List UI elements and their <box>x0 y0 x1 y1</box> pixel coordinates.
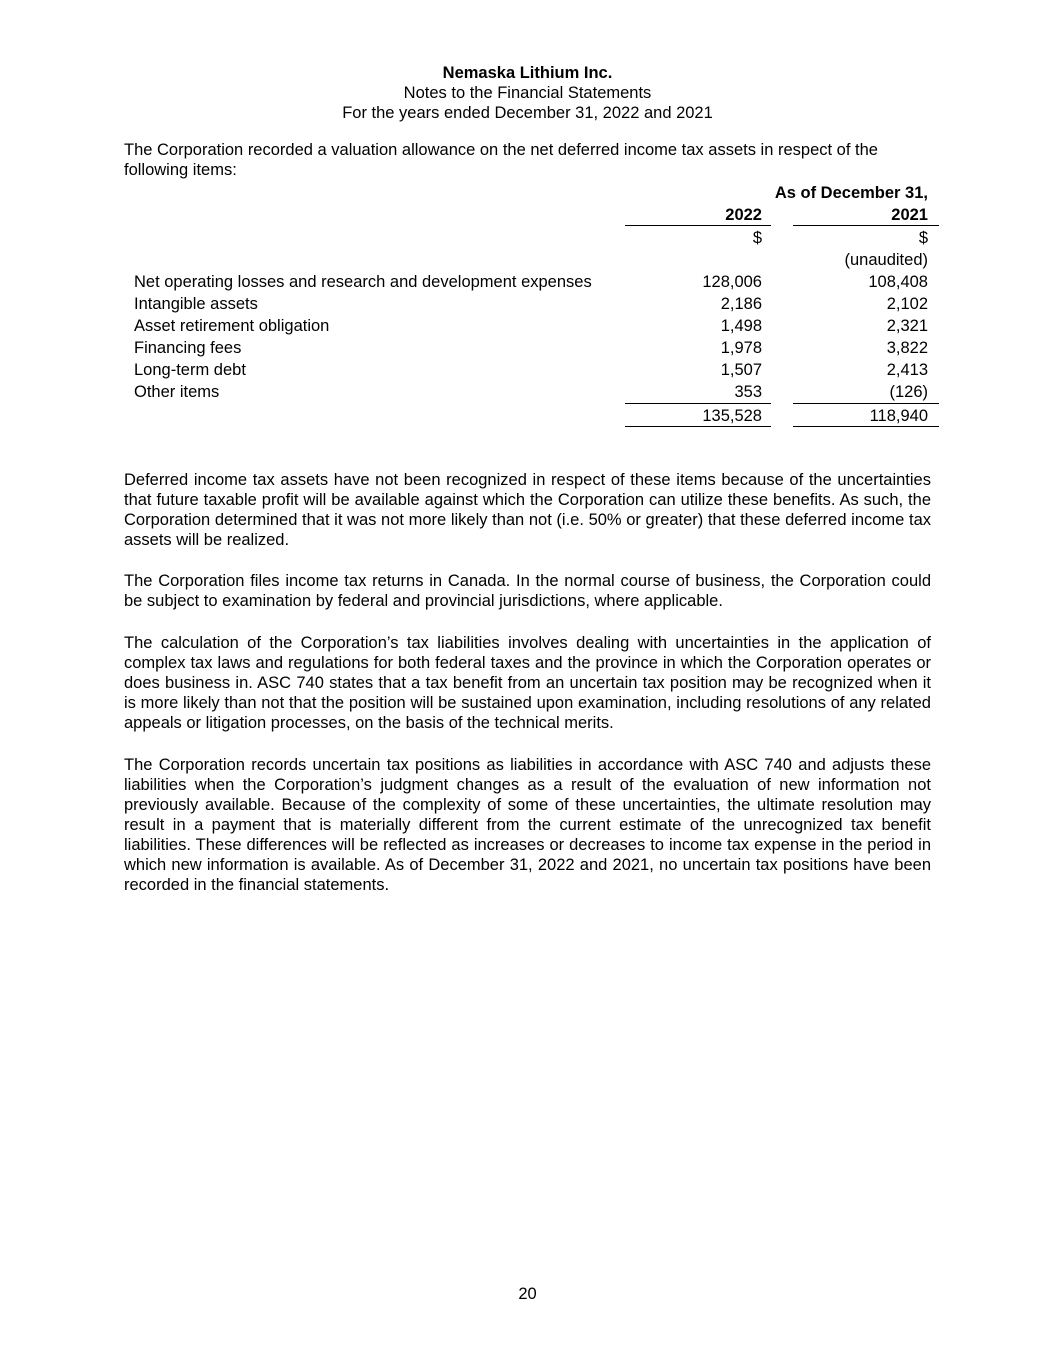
row-value-2022: 128,006 <box>702 273 762 291</box>
row-value-2022: 2,186 <box>720 295 762 313</box>
row-value-2022: 1,507 <box>720 361 762 379</box>
subtotal-rule-2021 <box>793 403 939 404</box>
row-value-2021: 2,321 <box>886 317 928 335</box>
row-value-2022: 1,978 <box>720 339 762 357</box>
row-value-2021: 108,408 <box>868 273 928 291</box>
paragraph-tax-returns: The Corporation files income tax returns in Canada. In the normal course of business, the Corporation could be subject to examination by federal and provincial jurisdictions, where applicable. <box>124 572 931 610</box>
row-label: Financing fees <box>134 339 242 357</box>
total-2021: 118,940 <box>869 407 928 425</box>
subtotal-rule-2022 <box>625 403 771 404</box>
row-value-2021: 2,413 <box>886 361 928 379</box>
paragraph-deferred-assets: Deferred income tax assets have not been recognized in respect of these items because of the uncertainties that future taxable profit will be available against which the Corporation can utilize these benefits. As such, the Corporation determined that it was not more likely than not (i.e. 50% or greater) that these deferred income tax assets will be realized. <box>124 471 931 549</box>
row-value-2021: 3,822 <box>886 339 928 357</box>
as-of-header: As of December 31, <box>774 184 928 202</box>
row-label: Other items <box>134 383 220 401</box>
total-rule-2021 <box>793 426 939 427</box>
document-subtitle: Notes to the Financial Statements <box>403 84 652 102</box>
intro-paragraph: The Corporation recorded a valuation allowance on the net deferred income tax assets in respect of the following items: <box>124 141 878 179</box>
paragraph-tax-liabilities: The calculation of the Corporation’s tax liabilities involves dealing with uncertainties in the application of complex tax laws and regulations for both federal taxes and the province in which the Corporation operates or does business in. ASC 740 states that a tax benefit from an uncertain tax position may be recognized when it is more likely than not that the position will be sustained upon examination, including resolutions of any related appeals or litigation processes, on the basis of the technical merits. <box>124 634 931 732</box>
row-label: Intangible assets <box>134 295 258 313</box>
currency-2022: $ <box>752 229 762 247</box>
column-header-2022: 2022 <box>725 206 762 224</box>
page-number: 20 <box>518 1285 537 1303</box>
row-label: Asset retirement obligation <box>134 317 330 335</box>
page-header <box>0 63 1055 123</box>
header-rule-2022 <box>625 225 771 226</box>
column-header-2021: 2021 <box>891 206 928 224</box>
row-label: Long-term debt <box>134 361 246 379</box>
header-rule-2021 <box>793 225 939 226</box>
row-value-2021: (126) <box>889 383 928 401</box>
total-2022: 135,528 <box>702 407 762 425</box>
row-value-2021: 2,102 <box>886 295 928 313</box>
paragraph-uncertain-positions: The Corporation records uncertain tax positions as liabilities in accordance with ASC 740 and adjusts these liabilities when the Corporation’s judgment changes as a result of the evaluation of new information not previously available. Because of the complexity of some of these uncertainties, the ultimate resolution may result in a payment that is materially different from the current estimate of the unrecognized tax benefit liabilities. These differences will be reflected as increases or decreases to income tax expense in the period in which new information is available. As of December 31, 2022 and 2021, no uncertain tax positions have been recorded in the financial statements. <box>124 756 931 894</box>
total-rule-2022 <box>625 426 771 427</box>
row-value-2022: 353 <box>734 383 762 401</box>
unaudited-note: (unaudited) <box>844 251 928 269</box>
row-value-2022: 1,498 <box>720 317 762 335</box>
company-name: Nemaska Lithium Inc. <box>442 64 613 82</box>
row-label: Net operating losses and research and development expenses <box>134 273 592 291</box>
period-line: For the years ended December 31, 2022 and 2021 <box>342 104 713 122</box>
currency-2021: $ <box>918 229 928 247</box>
